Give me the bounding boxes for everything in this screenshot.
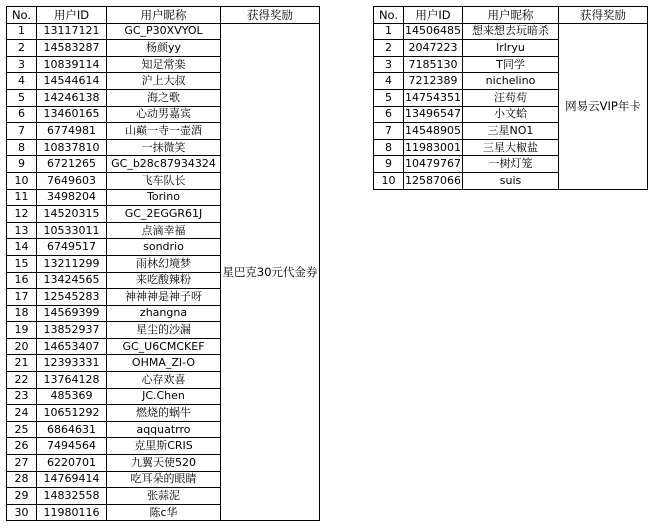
row-number: 6 xyxy=(7,106,37,123)
user-nickname: 想来想去玩暗杀 xyxy=(463,23,559,40)
user-id: 7185130 xyxy=(404,56,463,73)
user-nickname: JC.Chen xyxy=(107,388,221,405)
user-id: 10837810 xyxy=(37,139,107,156)
reward-cell: 网易云VIP年卡 xyxy=(559,23,648,189)
row-number: 13 xyxy=(7,222,37,239)
user-id: 14653407 xyxy=(37,338,107,355)
header-user-id: 用户ID xyxy=(404,7,463,24)
user-id: 13211299 xyxy=(37,255,107,272)
user-nickname: T同学 xyxy=(463,56,559,73)
user-nickname: nichelino xyxy=(463,73,559,90)
row-number: 23 xyxy=(7,388,37,405)
row-number: 22 xyxy=(7,372,37,389)
row-number: 12 xyxy=(7,206,37,223)
user-nickname: GC_P30XVYOL xyxy=(107,23,221,40)
row-number: 3 xyxy=(7,56,37,73)
row-number: 27 xyxy=(7,455,37,472)
user-id: 10479767 xyxy=(404,156,463,173)
user-nickname: 知足常楽 xyxy=(107,56,221,73)
row-number: 30 xyxy=(7,504,37,521)
user-nickname: 克里斯CRIS xyxy=(107,438,221,455)
row-number: 5 xyxy=(374,89,404,106)
row-number: 16 xyxy=(7,272,37,289)
user-id: 6864631 xyxy=(37,421,107,438)
user-nickname: 神神神是神子呀 xyxy=(107,289,221,306)
row-number: 14 xyxy=(7,239,37,256)
row-number: 21 xyxy=(7,355,37,372)
row-number: 9 xyxy=(7,156,37,173)
row-number: 1 xyxy=(374,23,404,40)
header-no: No. xyxy=(7,7,37,24)
row-number: 28 xyxy=(7,471,37,488)
user-nickname: suis xyxy=(463,172,559,189)
user-id: 2047223 xyxy=(404,40,463,57)
row-number: 2 xyxy=(7,40,37,57)
row-number: 17 xyxy=(7,289,37,306)
user-nickname: 张蒜泥 xyxy=(107,488,221,505)
user-id: 13424565 xyxy=(37,272,107,289)
user-nickname: 汪苟苟 xyxy=(463,89,559,106)
row-number: 25 xyxy=(7,421,37,438)
user-nickname: aqquatrro xyxy=(107,421,221,438)
row-number: 26 xyxy=(7,438,37,455)
starbucks-winners-table xyxy=(6,6,320,521)
row-number: 2 xyxy=(374,40,404,57)
user-id: 14246138 xyxy=(37,89,107,106)
row-number: 15 xyxy=(7,255,37,272)
table-header-row xyxy=(374,7,648,24)
header-reward: 获得奖励 xyxy=(221,7,320,24)
header-nickname: 用户昵称 xyxy=(463,7,559,24)
user-id: 12545283 xyxy=(37,289,107,306)
user-nickname: 三星NO1 xyxy=(463,123,559,140)
user-nickname: 燃烧的蜗牛 xyxy=(107,405,221,422)
user-id: 14548905 xyxy=(404,123,463,140)
user-id: 11983001 xyxy=(404,139,463,156)
user-nickname: 心存欢喜 xyxy=(107,372,221,389)
table-row xyxy=(7,23,320,40)
user-nickname: 星尘的沙漏 xyxy=(107,322,221,339)
user-nickname: 沪上大叔 xyxy=(107,73,221,90)
user-nickname: GC_b28c87934324 xyxy=(107,156,221,173)
user-id: 14583287 xyxy=(37,40,107,57)
user-id: 14754351 xyxy=(404,89,463,106)
user-nickname: 吃耳朵的眼睛 xyxy=(107,471,221,488)
user-nickname: GC_2EGGR61J xyxy=(107,206,221,223)
header-reward: 获得奖励 xyxy=(559,7,648,24)
user-id: 14832558 xyxy=(37,488,107,505)
user-nickname: 小文蛤 xyxy=(463,106,559,123)
header-nickname: 用户昵称 xyxy=(107,7,221,24)
user-nickname: 飞车队长 xyxy=(107,172,221,189)
row-number: 6 xyxy=(374,106,404,123)
user-nickname: 一抹微笑 xyxy=(107,139,221,156)
user-id: 12393331 xyxy=(37,355,107,372)
row-number: 8 xyxy=(374,139,404,156)
user-nickname: 三星大椒盐 xyxy=(463,139,559,156)
user-id: 6721265 xyxy=(37,156,107,173)
user-nickname: 山巅一寺一壶酒 xyxy=(107,123,221,140)
user-nickname: lrlryu xyxy=(463,40,559,57)
table-header-row xyxy=(7,7,320,24)
user-nickname: 海之歌 xyxy=(107,89,221,106)
user-id: 14569399 xyxy=(37,305,107,322)
user-id: 7212389 xyxy=(404,73,463,90)
row-number: 11 xyxy=(7,189,37,206)
user-id: 13496547 xyxy=(404,106,463,123)
row-number: 7 xyxy=(374,123,404,140)
header-no: No. xyxy=(374,7,404,24)
row-number: 24 xyxy=(7,405,37,422)
table-row xyxy=(374,23,648,40)
row-number: 9 xyxy=(374,156,404,173)
row-number: 10 xyxy=(374,172,404,189)
user-nickname: 陈c华 xyxy=(107,504,221,521)
user-id: 6749517 xyxy=(37,239,107,256)
row-number: 4 xyxy=(7,73,37,90)
user-id: 7649603 xyxy=(37,172,107,189)
user-nickname: Torino xyxy=(107,189,221,206)
reward-cell: 星巴克30元代金券 xyxy=(221,23,320,521)
user-nickname: 心动男嘉宾 xyxy=(107,106,221,123)
user-id: 14506485 xyxy=(404,23,463,40)
row-number: 7 xyxy=(7,123,37,140)
user-id: 10839114 xyxy=(37,56,107,73)
row-number: 3 xyxy=(374,56,404,73)
user-id: 10651292 xyxy=(37,405,107,422)
row-number: 19 xyxy=(7,322,37,339)
user-id: 13852937 xyxy=(37,322,107,339)
user-id: 10533011 xyxy=(37,222,107,239)
user-nickname: 杨颜yy xyxy=(107,40,221,57)
user-nickname: sondrio xyxy=(107,239,221,256)
row-number: 8 xyxy=(7,139,37,156)
user-id: 11980116 xyxy=(37,504,107,521)
row-number: 29 xyxy=(7,488,37,505)
netease-vip-winners-table xyxy=(373,6,648,190)
user-id: 485369 xyxy=(37,388,107,405)
user-nickname: 来吃酸辣粉 xyxy=(107,272,221,289)
user-nickname: 一树灯笼 xyxy=(463,156,559,173)
user-nickname: 点滴幸福 xyxy=(107,222,221,239)
user-id: 13460165 xyxy=(37,106,107,123)
user-id: 13117121 xyxy=(37,23,107,40)
user-id: 14544614 xyxy=(37,73,107,90)
user-id: 13764128 xyxy=(37,372,107,389)
row-number: 1 xyxy=(7,23,37,40)
row-number: 10 xyxy=(7,172,37,189)
row-number: 20 xyxy=(7,338,37,355)
user-id: 14769414 xyxy=(37,471,107,488)
user-id: 6220701 xyxy=(37,455,107,472)
user-nickname: zhangna xyxy=(107,305,221,322)
user-id: 14520315 xyxy=(37,206,107,223)
row-number: 18 xyxy=(7,305,37,322)
user-nickname: 雨林幻境梦 xyxy=(107,255,221,272)
user-nickname: OHMA_ZI-O xyxy=(107,355,221,372)
user-id: 3498204 xyxy=(37,189,107,206)
user-id: 12587066 xyxy=(404,172,463,189)
header-user-id: 用户ID xyxy=(37,7,107,24)
user-nickname: 九翼天使520 xyxy=(107,455,221,472)
user-nickname: GC_U6CMCKEF xyxy=(107,338,221,355)
user-id: 6774981 xyxy=(37,123,107,140)
user-id: 7494564 xyxy=(37,438,107,455)
row-number: 5 xyxy=(7,89,37,106)
row-number: 4 xyxy=(374,73,404,90)
